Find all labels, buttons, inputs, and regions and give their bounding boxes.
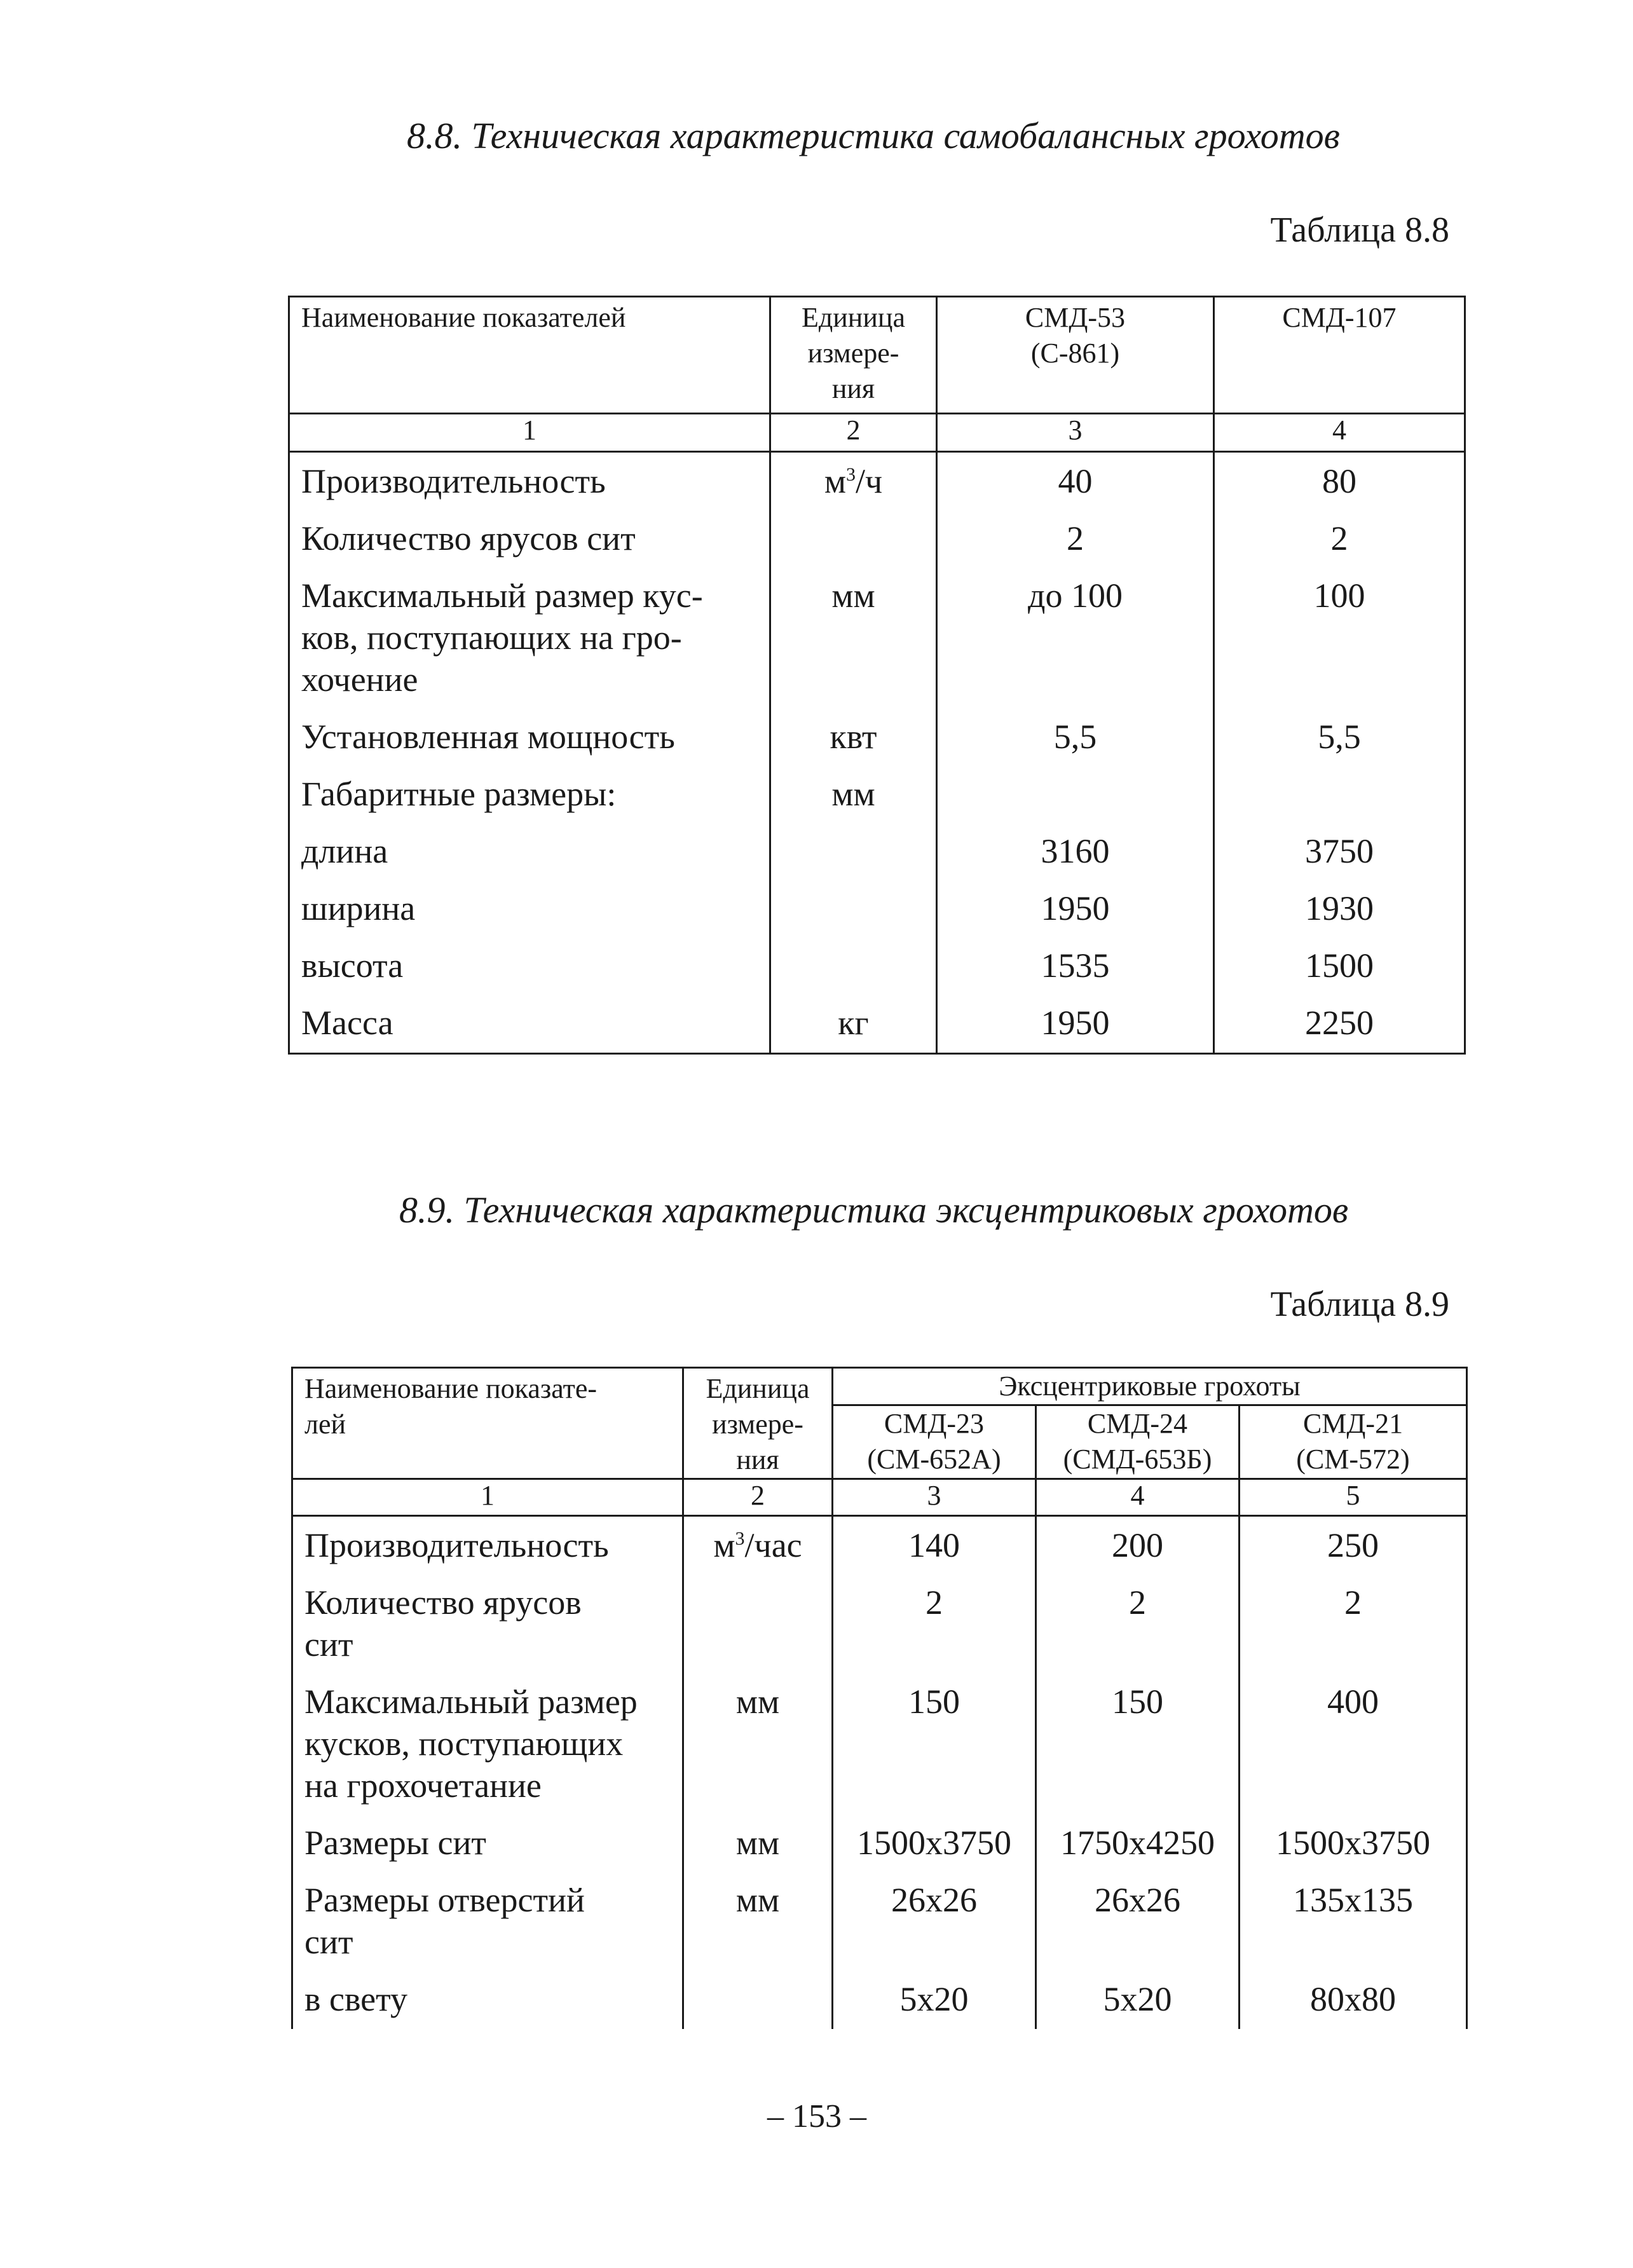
row-value: 5,5 — [1214, 709, 1465, 767]
row-value: 2 — [1240, 1575, 1467, 1674]
row-unit — [770, 938, 937, 995]
row-value: 2 — [937, 511, 1214, 568]
table-label-8-8: Таблица 8.8 — [1270, 210, 1449, 250]
row-unit: мм — [683, 1674, 833, 1815]
header-model-smd21: СМД-21 (СМ-572) — [1240, 1405, 1467, 1479]
row-value: 80x80 — [1240, 1972, 1467, 2029]
table-row — [292, 1815, 1467, 1873]
table-row — [289, 938, 1465, 995]
table-row — [289, 767, 1465, 824]
row-value: 1500 — [1214, 938, 1465, 995]
row-unit — [683, 1575, 833, 1674]
row-value: 5x20 — [833, 1972, 1036, 2029]
row-value: 140 — [833, 1516, 1036, 1576]
row-value: 26x26 — [833, 1873, 1036, 1972]
row-unit: квт — [770, 709, 937, 767]
col-number: 3 — [833, 1479, 1036, 1516]
row-unit: $м^3$/час — [683, 1516, 833, 1576]
row-name: Количество ярусов сит — [289, 511, 770, 568]
row-unit: $м^3/ч$ — [770, 452, 937, 512]
row-name: Максимальный размер кусков, поступающих на грохочетание — [292, 1674, 683, 1815]
header-indicator-name: Наименование показателей — [289, 297, 770, 414]
row-name: Количество ярусов сит — [292, 1575, 683, 1674]
col-number: 4 — [1036, 1479, 1240, 1516]
row-value: 1950 — [937, 881, 1214, 938]
row-name: Установленная мощность — [289, 709, 770, 767]
row-unit: мм — [683, 1815, 833, 1873]
row-value: 2 — [833, 1575, 1036, 1674]
table-row — [289, 568, 1465, 709]
row-value: 2 — [1214, 511, 1465, 568]
table-row — [289, 452, 1465, 512]
table-8-8 — [288, 296, 1466, 1055]
row-name: Максимальный размер кус- ков, поступающих на гро- хочение — [289, 568, 770, 709]
row-value: 150 — [1036, 1674, 1240, 1815]
section-heading-8-9: 8.9. Техническая характеристика эксцентриковых грохотов — [399, 1189, 1349, 1231]
row-value: 1535 — [937, 938, 1214, 995]
row-value: 150 — [833, 1674, 1036, 1815]
header-group-eccentric-screens: Эксцентриковые грохоты — [833, 1368, 1467, 1405]
row-value: 3750 — [1214, 824, 1465, 881]
header-model-smd23: СМД-23 (СМ-652А) — [833, 1405, 1036, 1479]
row-unit — [770, 881, 937, 938]
row-name: Габаритные размеры: — [289, 767, 770, 824]
row-name: в свету — [292, 1972, 683, 2029]
row-value: 1750x4250 — [1036, 1815, 1240, 1873]
row-unit — [770, 511, 937, 568]
row-value: 1950 — [937, 995, 1214, 1054]
table-header-row — [292, 1368, 1467, 1405]
row-value: до 100 — [937, 568, 1214, 709]
col-number: 5 — [1240, 1479, 1467, 1516]
table-label-8-9: Таблица 8.9 — [1270, 1285, 1449, 1324]
row-value: 1500x3750 — [1240, 1815, 1467, 1873]
header-model-smd107: СМД-107 — [1214, 297, 1465, 414]
row-value: 3160 — [937, 824, 1214, 881]
row-unit — [770, 824, 937, 881]
table-8-9 — [291, 1367, 1468, 2029]
row-unit: мм — [683, 1873, 833, 1972]
table-header-row — [289, 297, 1465, 414]
row-name: Размеры сит — [292, 1815, 683, 1873]
page-number: – 153 – — [767, 2098, 866, 2135]
header-indicator-name: Наименование показате- лей — [292, 1368, 683, 1479]
row-value: 2250 — [1214, 995, 1465, 1054]
col-number: 3 — [937, 414, 1214, 452]
row-name: ширина — [289, 881, 770, 938]
table-row — [292, 1873, 1467, 1972]
header-model-smd24: СМД-24 (СМД-653Б) — [1036, 1405, 1240, 1479]
row-name: Производительность — [292, 1516, 683, 1576]
col-number: 2 — [770, 414, 937, 452]
row-name: высота — [289, 938, 770, 995]
row-value: 100 — [1214, 568, 1465, 709]
row-unit: кг — [770, 995, 937, 1054]
row-name: Размеры отверстий сит — [292, 1873, 683, 1972]
row-value: 5,5 — [937, 709, 1214, 767]
row-value: 5x20 — [1036, 1972, 1240, 2029]
header-unit: Единица измере- ния — [683, 1368, 833, 1479]
row-unit: мм — [770, 767, 937, 824]
row-name: длина — [289, 824, 770, 881]
col-number: 1 — [289, 414, 770, 452]
table-row — [289, 995, 1465, 1054]
row-value: 40 — [937, 452, 1214, 512]
row-unit — [683, 1972, 833, 2029]
table-row — [289, 881, 1465, 938]
header-unit: Единица измере- ния — [770, 297, 937, 414]
table-row — [292, 1575, 1467, 1674]
header-model-smd53: СМД-53 (С-861) — [937, 297, 1214, 414]
row-value: 200 — [1036, 1516, 1240, 1576]
row-name: Производительность — [289, 452, 770, 512]
row-value: 1500x3750 — [833, 1815, 1036, 1873]
col-number: 2 — [683, 1479, 833, 1516]
table-row — [289, 511, 1465, 568]
column-number-row — [292, 1479, 1467, 1516]
row-value — [1214, 767, 1465, 824]
table-row — [289, 709, 1465, 767]
row-unit: мм — [770, 568, 937, 709]
table-row — [292, 1972, 1467, 2029]
row-value — [937, 767, 1214, 824]
section-heading-8-8: 8.8. Техническая характеристика самобалансных грохотов — [407, 115, 1340, 156]
table-row — [289, 824, 1465, 881]
table-row — [292, 1674, 1467, 1815]
row-value: 135x135 — [1240, 1873, 1467, 1972]
row-value: 1930 — [1214, 881, 1465, 938]
row-value: 400 — [1240, 1674, 1467, 1815]
table-row — [292, 1516, 1467, 1576]
row-value: 2 — [1036, 1575, 1240, 1674]
col-number: 1 — [292, 1479, 683, 1516]
row-value: 26x26 — [1036, 1873, 1240, 1972]
row-value: 80 — [1214, 452, 1465, 512]
row-value: 250 — [1240, 1516, 1467, 1576]
col-number: 4 — [1214, 414, 1465, 452]
column-number-row — [289, 414, 1465, 452]
row-name: Масса — [289, 995, 770, 1054]
